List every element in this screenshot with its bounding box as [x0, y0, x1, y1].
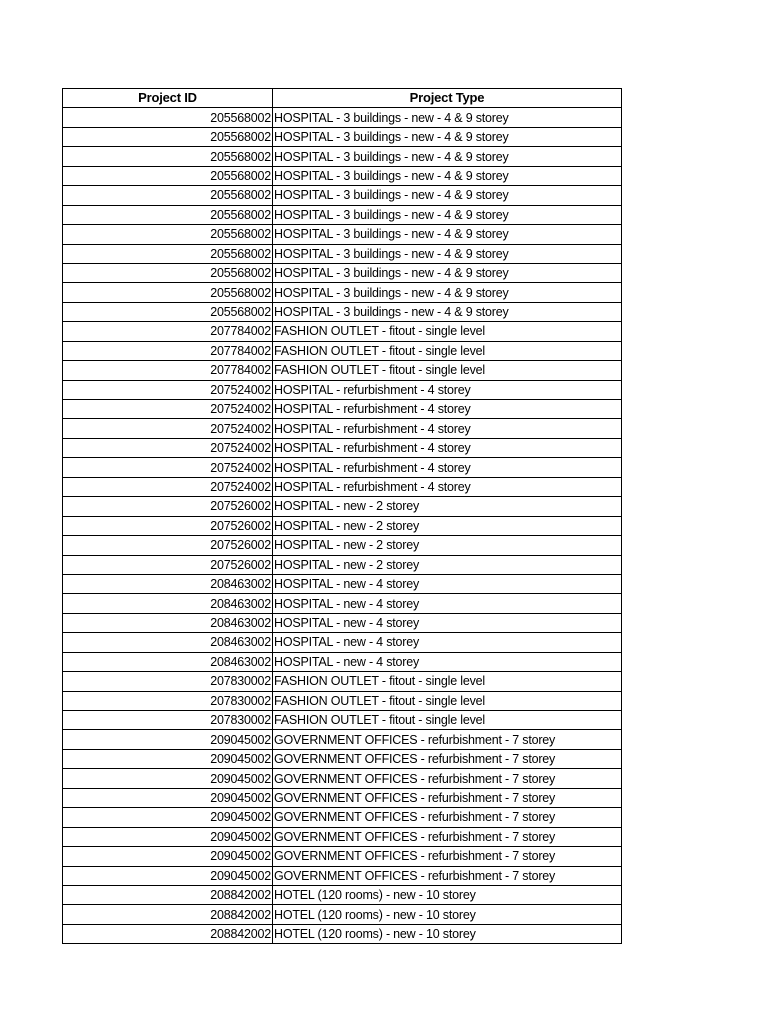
project-type-cell: HOSPITAL - 3 buildings - new - 4 & 9 storey: [273, 147, 622, 166]
table-row: [63, 885, 622, 904]
table-row: [63, 652, 622, 671]
table-row: [63, 711, 622, 730]
project-type-cell: HOSPITAL - refurbishment - 4 storey: [273, 438, 622, 457]
table-row: [63, 866, 622, 885]
project-id-cell: 209045002: [63, 866, 273, 885]
table-row: [63, 555, 622, 574]
table-row: [63, 186, 622, 205]
project-id-cell: 207830002: [63, 691, 273, 710]
project-type-cell: HOSPITAL - new - 4 storey: [273, 633, 622, 652]
table-row: [63, 613, 622, 632]
table-row: [63, 322, 622, 341]
table-row: [63, 672, 622, 691]
project-type-cell: HOSPITAL - new - 2 storey: [273, 497, 622, 516]
project-id-cell: 208463002: [63, 633, 273, 652]
project-id-cell: 209045002: [63, 749, 273, 768]
project-type-cell: GOVERNMENT OFFICES - refurbishment - 7 storey: [273, 749, 622, 768]
project-type-cell: FASHION OUTLET - fitout - single level: [273, 322, 622, 341]
table-row: [63, 924, 622, 943]
project-type-cell: HOSPITAL - 3 buildings - new - 4 & 9 storey: [273, 205, 622, 224]
project-type-cell: HOSPITAL - new - 4 storey: [273, 574, 622, 593]
project-type-cell: HOSPITAL - new - 4 storey: [273, 613, 622, 632]
project-type-cell: HOSPITAL - 3 buildings - new - 4 & 9 storey: [273, 225, 622, 244]
table-row: [63, 905, 622, 924]
table-row: [63, 127, 622, 146]
project-type-cell: FASHION OUTLET - fitout - single level: [273, 361, 622, 380]
table-row: [63, 497, 622, 516]
table-row: [63, 633, 622, 652]
project-type-cell: FASHION OUTLET - fitout - single level: [273, 672, 622, 691]
project-type-cell: HOSPITAL - new - 2 storey: [273, 536, 622, 555]
project-type-cell: HOTEL (120 rooms) - new - 10 storey: [273, 905, 622, 924]
project-id-cell: 207526002: [63, 497, 273, 516]
project-id-cell: 207830002: [63, 672, 273, 691]
project-type-cell: HOSPITAL - new - 2 storey: [273, 555, 622, 574]
project-id-cell: 207526002: [63, 516, 273, 535]
project-id-cell: 207784002: [63, 341, 273, 360]
project-type-cell: HOSPITAL - new - 4 storey: [273, 594, 622, 613]
project-type-cell: FASHION OUTLET - fitout - single level: [273, 341, 622, 360]
project-type-cell: HOSPITAL - refurbishment - 4 storey: [273, 400, 622, 419]
table-row: [63, 574, 622, 593]
project-id-cell: 205568002: [63, 225, 273, 244]
table-row: [63, 827, 622, 846]
project-id-cell: 207526002: [63, 536, 273, 555]
table-row: [63, 847, 622, 866]
project-type-cell: HOTEL (120 rooms) - new - 10 storey: [273, 885, 622, 904]
table-row: [63, 749, 622, 768]
project-type-cell: HOSPITAL - 3 buildings - new - 4 & 9 storey: [273, 263, 622, 282]
project-id-cell: 208842002: [63, 924, 273, 943]
table-row: [63, 536, 622, 555]
project-type-cell: HOSPITAL - refurbishment - 4 storey: [273, 419, 622, 438]
project-id-cell: 207784002: [63, 322, 273, 341]
table-row: [63, 477, 622, 496]
header-row: [63, 89, 622, 108]
table-row: [63, 283, 622, 302]
project-type-cell: FASHION OUTLET - fitout - single level: [273, 691, 622, 710]
project-id-cell: 205568002: [63, 147, 273, 166]
project-id-cell: 209045002: [63, 730, 273, 749]
table-row: [63, 691, 622, 710]
project-type-cell: HOSPITAL - refurbishment - 4 storey: [273, 380, 622, 399]
table-row: [63, 769, 622, 788]
project-type-cell: GOVERNMENT OFFICES - refurbishment - 7 storey: [273, 847, 622, 866]
project-id-cell: 207524002: [63, 477, 273, 496]
project-type-cell: HOSPITAL - new - 2 storey: [273, 516, 622, 535]
header-project-type: Project Type: [273, 89, 622, 108]
table-row: [63, 341, 622, 360]
project-id-cell: 208463002: [63, 574, 273, 593]
project-type-cell: HOSPITAL - 3 buildings - new - 4 & 9 storey: [273, 108, 622, 127]
project-table: [62, 88, 622, 944]
project-id-cell: 209045002: [63, 769, 273, 788]
project-id-cell: 205568002: [63, 283, 273, 302]
table-row: [63, 788, 622, 807]
table-body: [63, 108, 622, 944]
project-id-cell: 207524002: [63, 400, 273, 419]
table-row: [63, 400, 622, 419]
project-id-cell: 208463002: [63, 594, 273, 613]
project-id-cell: 209045002: [63, 808, 273, 827]
table-row: [63, 166, 622, 185]
project-id-cell: 208842002: [63, 885, 273, 904]
project-id-cell: 207784002: [63, 361, 273, 380]
table-header: [63, 89, 622, 108]
project-id-cell: 205568002: [63, 108, 273, 127]
table-row: [63, 438, 622, 457]
table-row: [63, 147, 622, 166]
project-type-cell: HOSPITAL - 3 buildings - new - 4 & 9 storey: [273, 302, 622, 321]
project-id-cell: 205568002: [63, 166, 273, 185]
project-id-cell: 205568002: [63, 302, 273, 321]
project-type-cell: HOTEL (120 rooms) - new - 10 storey: [273, 924, 622, 943]
project-id-cell: 209045002: [63, 788, 273, 807]
table-row: [63, 108, 622, 127]
project-id-cell: 205568002: [63, 205, 273, 224]
project-id-cell: 208842002: [63, 905, 273, 924]
table-row: [63, 361, 622, 380]
project-type-cell: HOSPITAL - refurbishment - 4 storey: [273, 477, 622, 496]
project-id-cell: 209045002: [63, 847, 273, 866]
table-row: [63, 205, 622, 224]
project-type-cell: FASHION OUTLET - fitout - single level: [273, 711, 622, 730]
project-type-cell: GOVERNMENT OFFICES - refurbishment - 7 storey: [273, 730, 622, 749]
project-type-cell: HOSPITAL - 3 buildings - new - 4 & 9 storey: [273, 127, 622, 146]
table-row: [63, 263, 622, 282]
project-type-cell: HOSPITAL - 3 buildings - new - 4 & 9 storey: [273, 186, 622, 205]
project-id-cell: 205568002: [63, 263, 273, 282]
project-id-cell: 207524002: [63, 380, 273, 399]
project-id-cell: 207830002: [63, 711, 273, 730]
table-row: [63, 302, 622, 321]
project-id-cell: 209045002: [63, 827, 273, 846]
table-row: [63, 458, 622, 477]
table-row: [63, 808, 622, 827]
project-type-cell: HOSPITAL - 3 buildings - new - 4 & 9 storey: [273, 166, 622, 185]
project-id-cell: 205568002: [63, 186, 273, 205]
table-row: [63, 730, 622, 749]
project-type-cell: GOVERNMENT OFFICES - refurbishment - 7 storey: [273, 808, 622, 827]
header-project-id: Project ID: [63, 89, 273, 108]
project-id-cell: 207524002: [63, 419, 273, 438]
table-row: [63, 244, 622, 263]
project-id-cell: 205568002: [63, 244, 273, 263]
table-row: [63, 419, 622, 438]
project-id-cell: 207526002: [63, 555, 273, 574]
project-id-cell: 207524002: [63, 438, 273, 457]
table-row: [63, 225, 622, 244]
project-type-cell: HOSPITAL - new - 4 storey: [273, 652, 622, 671]
project-type-cell: HOSPITAL - 3 buildings - new - 4 & 9 storey: [273, 244, 622, 263]
table-row: [63, 380, 622, 399]
project-id-cell: 208463002: [63, 652, 273, 671]
project-type-cell: GOVERNMENT OFFICES - refurbishment - 7 storey: [273, 788, 622, 807]
project-type-cell: GOVERNMENT OFFICES - refurbishment - 7 storey: [273, 769, 622, 788]
project-type-cell: HOSPITAL - 3 buildings - new - 4 & 9 storey: [273, 283, 622, 302]
project-type-cell: GOVERNMENT OFFICES - refurbishment - 7 storey: [273, 866, 622, 885]
table-row: [63, 594, 622, 613]
project-type-cell: GOVERNMENT OFFICES - refurbishment - 7 storey: [273, 827, 622, 846]
project-id-cell: 208463002: [63, 613, 273, 632]
project-type-cell: HOSPITAL - refurbishment - 4 storey: [273, 458, 622, 477]
project-id-cell: 207524002: [63, 458, 273, 477]
table-row: [63, 516, 622, 535]
project-id-cell: 205568002: [63, 127, 273, 146]
